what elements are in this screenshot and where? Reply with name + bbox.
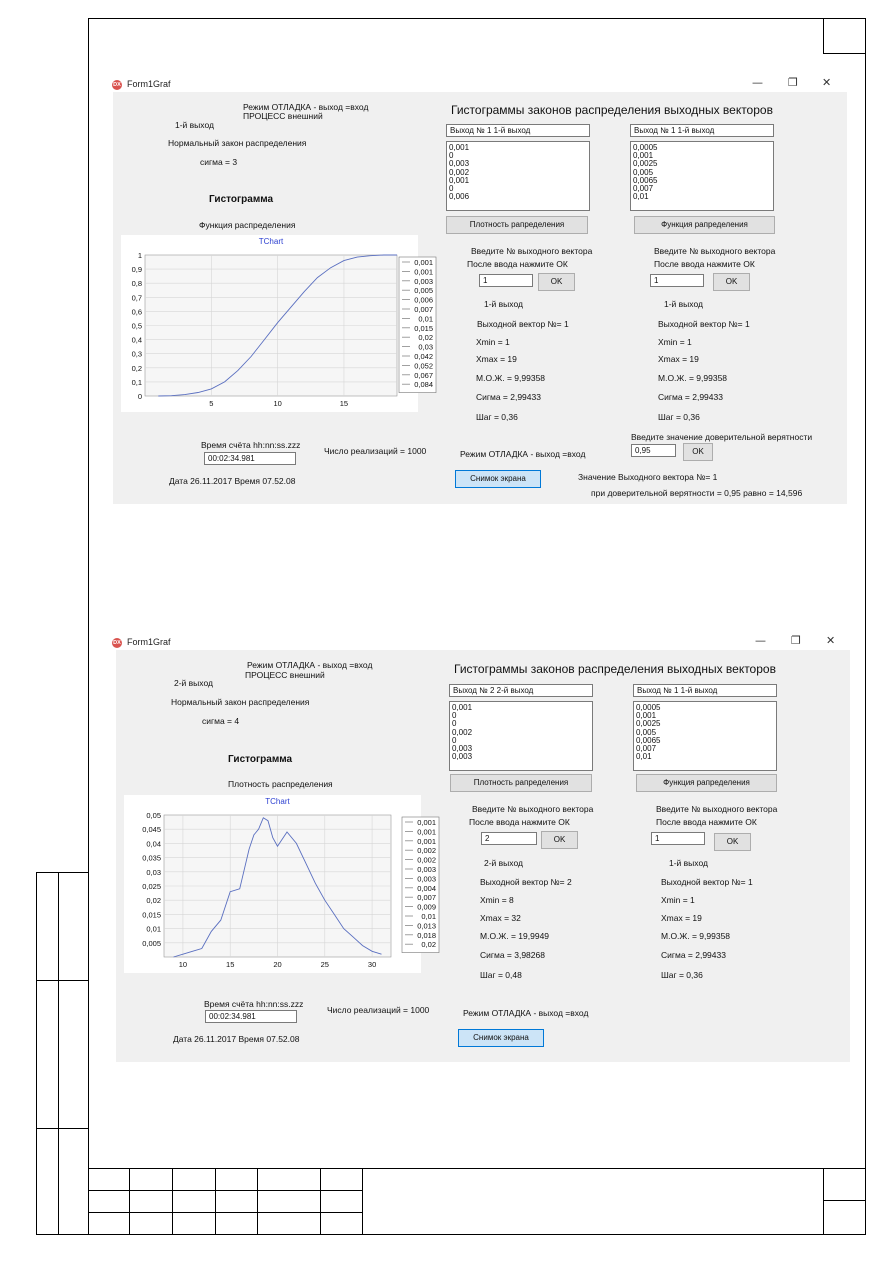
frame-line	[36, 1234, 866, 1235]
y-tick-label: 0	[137, 392, 142, 401]
legend-entry: 0,02	[418, 333, 433, 343]
time-field[interactable]: 00:02:34.981	[204, 452, 296, 465]
mode-label: Режим ОТЛАДКА - выход =вход	[460, 449, 586, 459]
title-block-line	[88, 1168, 866, 1169]
y-tick-label: 0,015	[142, 910, 161, 920]
list-item: 0,01	[633, 192, 649, 202]
mean-value: М.О.Ж. = 9,99358	[661, 931, 731, 941]
list-item: 0,005	[636, 727, 657, 737]
title-block-line	[823, 1168, 824, 1235]
x-tick-label: 20	[273, 960, 282, 969]
legend-entry: 0,084	[414, 380, 433, 390]
histogram-title: Гистограмма	[209, 194, 274, 205]
legend-entry: 0,067	[414, 370, 433, 380]
sigma-value: Сигма = 2,99433	[658, 392, 723, 402]
confidence-ok-button[interactable]: OK	[683, 443, 713, 461]
title-bar	[110, 636, 850, 650]
legend-entry: 0,002	[417, 846, 436, 856]
list-item: 0,0025	[636, 719, 661, 729]
output-label: 1-й выход	[669, 858, 708, 868]
y-tick-label: 0,04	[146, 839, 161, 849]
x-tick-label: 15	[226, 960, 235, 969]
xmax-value: Xmax = 32	[480, 913, 521, 923]
vector-prompt: Введите № выходного вектора	[654, 246, 776, 256]
list-item: 0	[452, 735, 457, 745]
list-item: 0,003	[449, 159, 470, 169]
y-tick-label: 1	[137, 251, 142, 260]
x-tick-label: 5	[209, 399, 214, 408]
y-tick-label: 0,7	[131, 293, 142, 303]
legend-entry: 0,001	[417, 836, 436, 846]
y-tick-label: 0,1	[131, 377, 142, 387]
result-line-2: при доверительной верятности = 0,95 равно = 14,596	[591, 488, 803, 498]
output-label: 2-й выход	[174, 678, 213, 688]
x-tick-label: 25	[320, 960, 329, 969]
y-tick-label: 0,3	[131, 349, 142, 359]
y-tick-label: 0,8	[131, 279, 142, 289]
legend-entry: 0,02	[421, 940, 436, 950]
legend-entry: 0,03	[418, 342, 433, 352]
list-item: 0,007	[636, 744, 657, 754]
list-item: 0,002	[452, 727, 473, 737]
y-tick-label: 0,03	[146, 867, 161, 877]
legend-entry: 0,003	[414, 276, 433, 286]
list-item: 0	[452, 711, 457, 721]
vector-number: Выходной вектор №= 1	[661, 877, 753, 887]
legend-entry: 0,001	[414, 258, 433, 267]
app-icon: DX	[113, 82, 121, 88]
vector-prompt: Введите № выходного вектора	[656, 804, 778, 814]
mode-label: Режим ОТЛАДКА - выход =вход	[243, 102, 369, 112]
list-item: 0,0005	[636, 703, 661, 712]
step-value: Шаг = 0,48	[480, 970, 522, 980]
tchart	[121, 235, 433, 412]
output-select-2[interactable]: Выход № 1 1-й выход	[630, 124, 774, 137]
screenshot-button[interactable]: Снимок экрана	[458, 1029, 544, 1047]
title-block-line	[172, 1168, 173, 1235]
legend-entry: 0,042	[414, 352, 433, 361]
title-block-line	[320, 1168, 321, 1235]
legend-entry: 0,01	[418, 314, 433, 324]
tchart-svg	[124, 795, 436, 973]
function-title: Плотность распределения	[228, 779, 333, 789]
legend-entry: 0,018	[417, 930, 436, 940]
values-list-2[interactable]	[633, 701, 777, 771]
date-label: Дата 26.11.2017 Время 07.52.08	[169, 476, 296, 486]
output-label: 1-й выход	[175, 120, 214, 130]
after-input-prompt: После ввода нажмите ОК	[654, 259, 755, 269]
legend-entry: 0,015	[414, 323, 433, 333]
list-item: 0,001	[636, 711, 657, 721]
sigma-value: Сигма = 3,98268	[480, 950, 545, 960]
xmin-value: Xmin = 1	[658, 337, 692, 347]
after-input-prompt: После ввода нажмите ОК	[656, 817, 757, 827]
list-item: 0,001	[449, 143, 470, 152]
list-item: 0,001	[633, 151, 654, 161]
list-item: 0,001	[452, 703, 473, 712]
right-heading: Гистограммы законов распределения выходных векторов	[451, 103, 773, 117]
count-label: Число реализаций = 1000	[324, 446, 427, 456]
frame-line	[88, 18, 866, 19]
ok-button[interactable]: OK	[538, 273, 575, 291]
legend-entry: 0,01	[421, 912, 436, 921]
title-block-line	[257, 1168, 258, 1235]
vector-input[interactable]: 1	[479, 274, 533, 287]
step-value: Шаг = 0,36	[476, 412, 518, 422]
y-tick-label: 0,6	[131, 307, 142, 317]
y-tick-label: 0,2	[131, 363, 142, 373]
process-label: ПРОЦЕСС внешний	[243, 111, 323, 121]
after-input-prompt: После ввода нажмите ОК	[467, 259, 568, 269]
xmax-value: Xmax = 19	[658, 354, 699, 364]
output-select-1[interactable]: Выход № 2 2-й выход	[449, 684, 593, 697]
ok-button[interactable]: OK	[714, 833, 751, 851]
legend-entry: 0,005	[414, 286, 433, 296]
list-item: 0,005	[633, 167, 654, 177]
mean-value: М.О.Ж. = 9,99358	[658, 373, 728, 383]
law-label: Нормальный закон распределения	[168, 138, 307, 148]
list-item: 0	[449, 151, 454, 161]
legend-entry: 0,003	[417, 874, 436, 884]
output-label: 2-й выход	[484, 858, 523, 868]
time-field[interactable]: 00:02:34.981	[205, 1010, 297, 1023]
legend-entry: 0,002	[417, 855, 436, 865]
output-select-1[interactable]: Выход № 1 1-й выход	[446, 124, 590, 137]
y-tick-label: 0,05	[146, 811, 161, 820]
app-window-2	[0, 636, 893, 1076]
values-list-1[interactable]	[449, 701, 593, 771]
form-client	[113, 92, 847, 504]
minimize-icon[interactable]: —	[755, 634, 766, 647]
x-tick-label: 15	[339, 399, 349, 408]
vector-prompt: Введите № выходного вектора	[471, 246, 593, 256]
list-item: 0,006	[449, 192, 470, 202]
stamp-box-top	[823, 18, 866, 54]
process-label: ПРОЦЕСС внешний	[245, 670, 325, 680]
x-tick-label: 10	[178, 960, 188, 969]
list-item: 0	[452, 719, 457, 729]
list-item: 0	[449, 184, 454, 194]
y-tick-label: 0,9	[131, 265, 142, 275]
mode-label: Режим ОТЛАДКА - выход =вход	[247, 660, 373, 670]
y-tick-label: 0,005	[142, 938, 161, 948]
result-line-1: Значение Выходного вектора №= 1	[578, 472, 718, 482]
y-tick-label: 0,045	[142, 825, 161, 835]
minimize-icon[interactable]: —	[752, 76, 763, 89]
mean-value: М.О.Ж. = 19,9949	[480, 931, 550, 941]
vector-number: Выходной вектор №= 1	[658, 319, 750, 329]
title-block-line	[823, 1200, 866, 1201]
step-value: Шаг = 0,36	[658, 412, 700, 422]
xmin-value: Xmin = 1	[661, 895, 695, 905]
x-tick-label: 10	[273, 399, 282, 408]
legend-entry: 0,013	[417, 921, 436, 931]
vector-prompt: Введите № выходного вектора	[472, 804, 594, 814]
window-title: Form1Graf	[127, 637, 171, 647]
vector-input[interactable]: 2	[481, 832, 537, 845]
distribution-button[interactable]: Функция рапределения	[634, 216, 775, 234]
right-heading: Гистограммы законов распределения выходных векторов	[454, 662, 776, 676]
sigma-value: Сигма = 2,99433	[661, 950, 726, 960]
density-button[interactable]: Плотность рапределения	[446, 216, 588, 234]
legend-entry: 0,001	[417, 818, 436, 827]
close-icon[interactable]: ✕	[826, 634, 836, 647]
output-select-2[interactable]: Выход № 1 1-й выход	[633, 684, 777, 697]
title-block-line	[129, 1168, 130, 1235]
x-tick-label: 30	[367, 960, 377, 969]
legend-entry: 0,052	[414, 361, 433, 371]
legend-entry: 0,007	[414, 305, 433, 314]
list-item: 0,002	[449, 167, 470, 177]
chart-title: TChart	[258, 237, 284, 246]
sigma-label: сигма = 3	[200, 157, 238, 167]
mean-value: М.О.Ж. = 9,99358	[476, 373, 546, 383]
legend-entry: 0,007	[417, 893, 436, 903]
date-label: Дата 26.11.2017 Время 07.52.08	[173, 1034, 300, 1044]
function-title: Функция распределения	[199, 220, 296, 230]
distribution-button[interactable]: Функция рапределения	[636, 774, 777, 792]
confidence-input[interactable]: 0,95	[631, 444, 676, 457]
app-icon: DX	[113, 640, 121, 646]
ok-button[interactable]: OK	[541, 831, 578, 849]
list-item: 0,007	[633, 184, 654, 194]
law-label: Нормальный закон распределения	[171, 697, 310, 707]
legend-entry: 0,006	[414, 295, 433, 305]
density-button[interactable]: Плотность рапределения	[450, 774, 592, 792]
sigma-label: сигма = 4	[202, 716, 240, 726]
y-tick-label: 0,035	[142, 853, 161, 863]
list-item: 0,001	[449, 175, 470, 185]
legend-entry: 0,003	[417, 865, 436, 874]
legend-entry: 0,001	[414, 267, 433, 277]
confidence-prompt: Введите значение доверительной верятности	[631, 432, 813, 442]
y-tick-label: 0,025	[142, 882, 161, 891]
title-bar	[110, 78, 850, 92]
output-label: 1-й выход	[484, 299, 523, 309]
list-item: 0,0005	[633, 143, 658, 152]
close-icon[interactable]: ✕	[822, 76, 832, 89]
list-item: 0,0065	[633, 175, 658, 185]
tchart-svg	[121, 235, 433, 412]
legend-entry: 0,001	[417, 827, 436, 837]
values-list-2[interactable]	[630, 141, 774, 211]
values-list-1[interactable]	[446, 141, 590, 211]
xmax-value: Xmax = 19	[661, 913, 702, 923]
restore-icon[interactable]: ❐	[788, 76, 798, 89]
histogram-title: Гистограмма	[228, 754, 293, 765]
chart-title: TChart	[265, 797, 290, 806]
list-item: 0,003	[452, 744, 473, 754]
list-item: 0,01	[636, 752, 652, 762]
xmax-value: Xmax = 19	[476, 354, 517, 364]
vector-number: Выходной вектор №= 2	[480, 877, 572, 887]
legend-entry: 0,004	[417, 883, 436, 893]
title-block-line	[362, 1168, 363, 1235]
after-input-prompt: После ввода нажмите ОК	[469, 817, 570, 827]
title-block-line	[215, 1168, 216, 1235]
restore-icon[interactable]: ❐	[791, 634, 801, 647]
screenshot-button[interactable]: Снимок экрана	[455, 470, 541, 488]
step-value: Шаг = 0,36	[661, 970, 703, 980]
side-strip-line	[36, 1128, 89, 1129]
vector-input[interactable]: 1	[651, 832, 705, 845]
time-label: Время счёта hh:nn:ss.zzz	[204, 999, 304, 1009]
sigma-value: Сигма = 2,99433	[476, 392, 541, 402]
vector-input[interactable]: 1	[650, 274, 704, 287]
time-label: Время счёта hh:nn:ss.zzz	[201, 440, 301, 450]
y-tick-label: 0,4	[131, 335, 142, 345]
window-title: Form1Graf	[127, 79, 171, 89]
xmin-value: Xmin = 8	[480, 895, 514, 905]
y-tick-label: 0,01	[146, 924, 161, 934]
list-item: 0,0065	[636, 735, 661, 745]
count-label: Число реализаций = 1000	[327, 1005, 430, 1015]
app-window-1	[0, 78, 893, 518]
output-label: 1-й выход	[664, 299, 703, 309]
mode-label: Режим ОТЛАДКА - выход =вход	[463, 1008, 589, 1018]
form-client	[116, 650, 850, 1062]
vector-number: Выходной вектор №= 1	[477, 319, 569, 329]
tchart	[124, 795, 436, 973]
ok-button[interactable]: OK	[713, 273, 750, 291]
y-tick-label: 0,5	[131, 321, 142, 331]
legend-entry: 0,009	[417, 902, 436, 912]
y-tick-label: 0,02	[146, 896, 161, 906]
xmin-value: Xmin = 1	[476, 337, 510, 347]
list-item: 0,0025	[633, 159, 658, 169]
list-item: 0,003	[452, 752, 473, 762]
